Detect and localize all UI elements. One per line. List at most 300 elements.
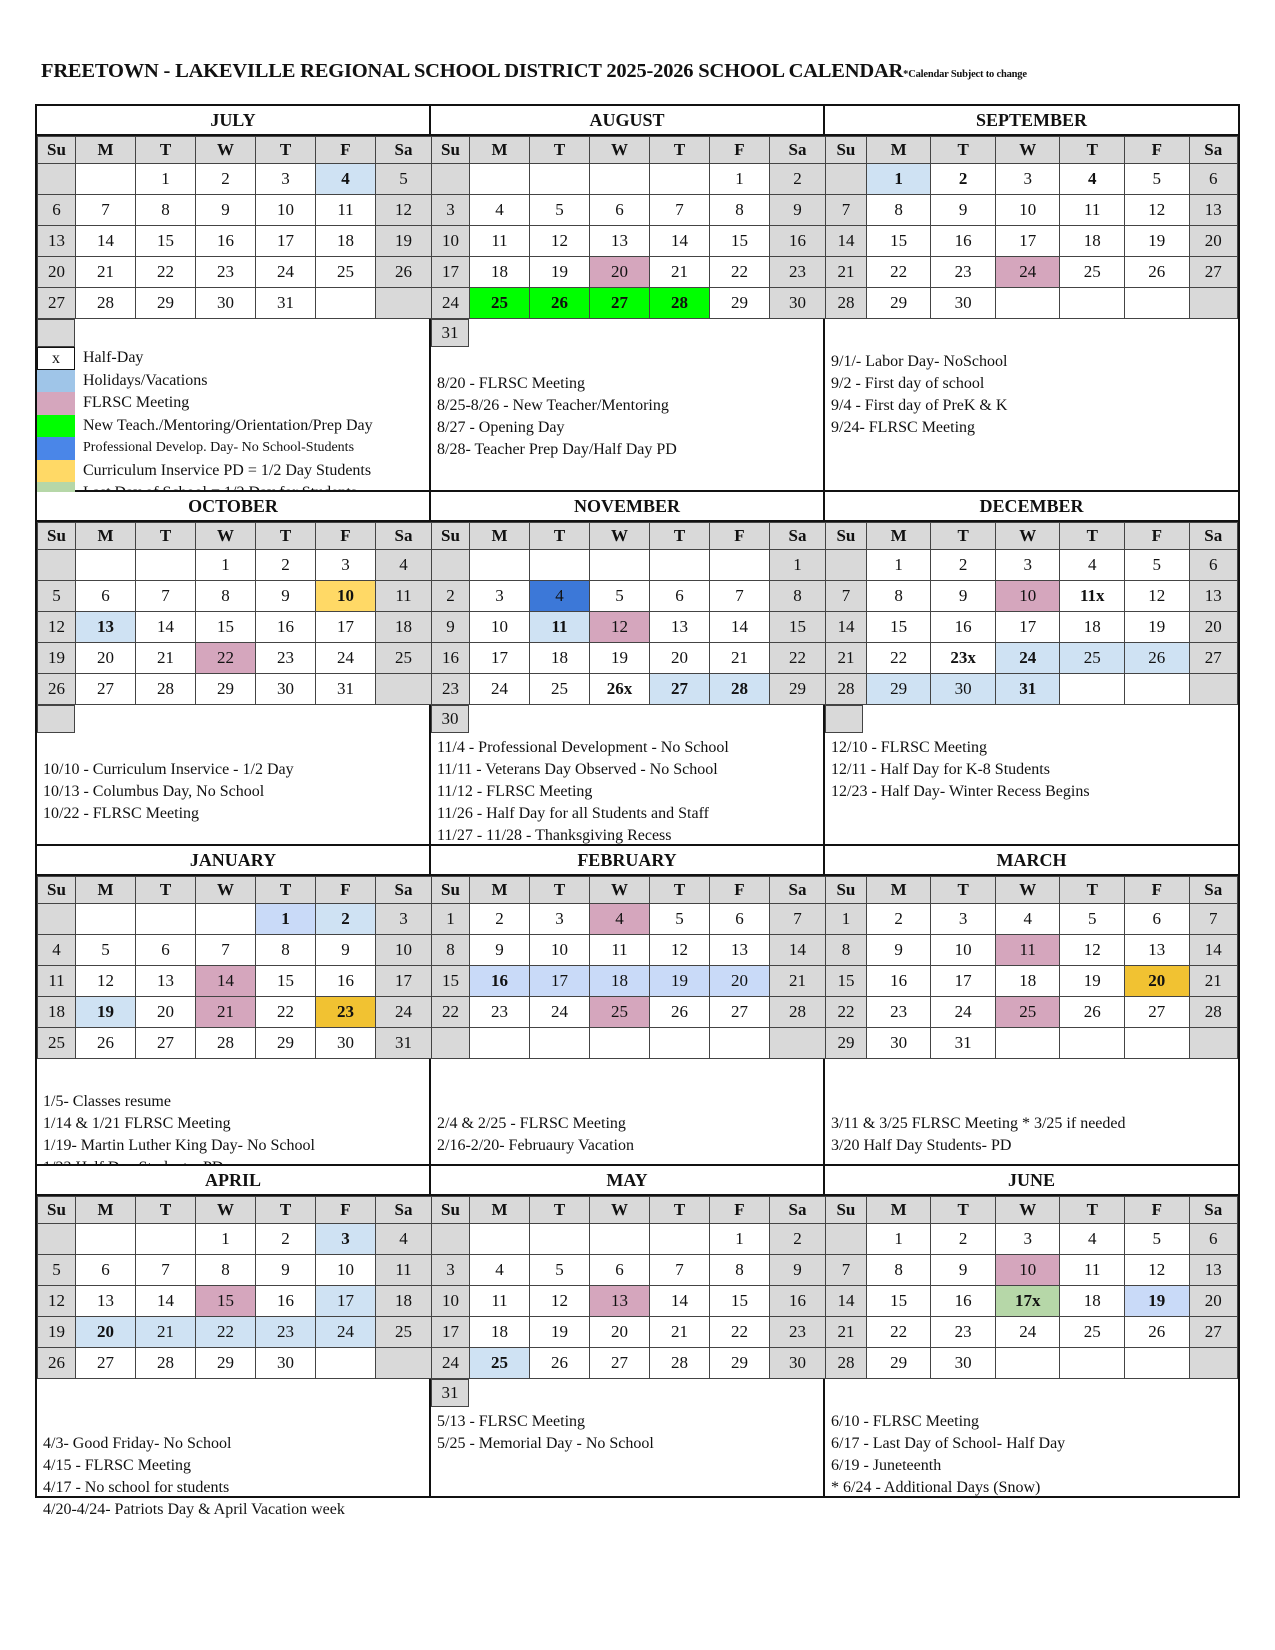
day-cell: 13 (1189, 581, 1237, 612)
day-cell: 16 (931, 612, 996, 643)
extra-week-row (431, 319, 823, 347)
day-cell: 23 (196, 257, 256, 288)
empty-day-cell (1189, 1028, 1237, 1059)
extra-week-row (37, 1379, 429, 1407)
weekday-header: T (931, 137, 996, 164)
day-cell: 13 (76, 612, 136, 643)
day-cell: 10 (432, 226, 470, 257)
day-cell: 11 (1060, 1255, 1125, 1286)
day-cell: 15 (770, 612, 826, 643)
month-february (431, 846, 825, 1164)
day-cell: 28 (196, 1028, 256, 1059)
weekday-header: Su (826, 137, 867, 164)
legend-label: Half-Day (83, 349, 144, 366)
month-title: SEPTEMBER (825, 106, 1238, 136)
weekday-header: F (1125, 877, 1190, 904)
day-cell: 27 (710, 997, 770, 1028)
weekday-header: F (316, 1197, 376, 1224)
day-cell: 6 (650, 581, 710, 612)
day-cell: 10 (470, 612, 530, 643)
legend-label: Professional Develop. Day- No School-Students (83, 440, 355, 455)
legend-item (37, 437, 429, 460)
day-cell: 23 (316, 997, 376, 1028)
day-cell: 31 (256, 288, 316, 319)
weekday-header: M (866, 1197, 931, 1224)
weekday-header: F (710, 523, 770, 550)
month-row (37, 846, 1238, 1166)
day-cell: 16 (256, 1286, 316, 1317)
day-cell: 18 (995, 966, 1060, 997)
weekday-header: Sa (1189, 137, 1237, 164)
day-cell: 18 (316, 226, 376, 257)
empty-day-cell (710, 550, 770, 581)
day-cell: 23 (931, 1317, 996, 1348)
day-cell: 20 (650, 643, 710, 674)
note-line: 9/4 - First day of PreK & K (831, 397, 1008, 414)
month-title: JULY (37, 106, 429, 136)
day-cell: 3 (995, 1224, 1060, 1255)
day-cell: 20 (590, 1317, 650, 1348)
legend-item (37, 460, 429, 483)
day-cell: 8 (432, 935, 470, 966)
day-cell: 30 (196, 288, 256, 319)
day-cell: 13 (76, 1286, 136, 1317)
day-cell: 3 (432, 1255, 470, 1286)
empty-day-cell (432, 164, 470, 195)
day-cell: 15 (256, 966, 316, 997)
note-line: 12/23 - Half Day- Winter Recess Begins (831, 783, 1090, 800)
day-cell: 1 (196, 1224, 256, 1255)
day-cell: 12 (590, 612, 650, 643)
empty-day-cell (1060, 674, 1125, 705)
empty-day-cell (826, 550, 867, 581)
day-cell: 23 (256, 1317, 316, 1348)
day-cell: 1 (432, 904, 470, 935)
day-cell: 25 (995, 997, 1060, 1028)
day-cell: 15 (710, 226, 770, 257)
empty-day-cell (432, 550, 470, 581)
day-cell: 19 (1125, 226, 1190, 257)
weekday-header: T (931, 877, 996, 904)
month-row (37, 1166, 1238, 1518)
day-cell: 24 (316, 1317, 376, 1348)
empty-day-cell (136, 1224, 196, 1255)
day-cell: 22 (196, 643, 256, 674)
day-cell: 24 (432, 1348, 470, 1379)
day-cell: 27 (38, 288, 76, 319)
day-cell: 25 (38, 1028, 76, 1059)
weekday-header: T (136, 877, 196, 904)
month-notes (431, 1407, 823, 1459)
empty-day-cell (136, 550, 196, 581)
day-cell: 5 (76, 935, 136, 966)
note-line: 6/19 - Juneteenth (831, 1457, 942, 1474)
day-cell: 8 (256, 935, 316, 966)
day-cell: 5 (590, 581, 650, 612)
weekday-header: T (256, 877, 316, 904)
empty-day-cell (136, 904, 196, 935)
day-cell: 18 (376, 612, 432, 643)
day-cell: 3 (470, 581, 530, 612)
weekday-header: M (470, 877, 530, 904)
day-cell: 17 (376, 966, 432, 997)
month-notes (37, 1407, 429, 1525)
day-cell: 12 (1125, 1255, 1190, 1286)
day-cell: 4 (316, 164, 376, 195)
day-cell: 6 (38, 195, 76, 226)
weekday-header: W (590, 1197, 650, 1224)
note-line: 2/4 & 2/25 - FLRSC Meeting (437, 1115, 626, 1132)
day-cell: 30 (866, 1028, 931, 1059)
day-cell: 4 (1060, 1224, 1125, 1255)
day-cell: 14 (136, 612, 196, 643)
day-cell: 1 (866, 1224, 931, 1255)
weekday-header: Su (826, 877, 867, 904)
day-cell: 5 (38, 581, 76, 612)
day-cell: 20 (1125, 966, 1190, 997)
day-cell: 22 (866, 257, 931, 288)
day-cell: 9 (316, 935, 376, 966)
day-cell: 31 (316, 674, 376, 705)
weekday-header: T (136, 523, 196, 550)
day-cell: 21 (196, 997, 256, 1028)
empty-day-cell (76, 1224, 136, 1255)
day-cell: 18 (38, 997, 76, 1028)
day-cell: 25 (1060, 1317, 1125, 1348)
day-cell: 7 (650, 1255, 710, 1286)
day-cell: 13 (38, 226, 76, 257)
empty-day-cell (590, 550, 650, 581)
day-cell: 8 (826, 935, 867, 966)
note-line: 5/25 - Memorial Day - No School (437, 1435, 654, 1452)
empty-day-cell (316, 1348, 376, 1379)
weekday-header: W (995, 1197, 1060, 1224)
empty-day-cell (432, 1028, 470, 1059)
day-cell: 5 (650, 904, 710, 935)
day-cell: 14 (770, 935, 826, 966)
empty-day-cell (376, 674, 432, 705)
day-cell: 30 (931, 1348, 996, 1379)
extra-sunday-cell (37, 319, 75, 347)
empty-day-cell (590, 1224, 650, 1255)
empty-day-cell (76, 904, 136, 935)
day-cell: 27 (590, 288, 650, 319)
day-cell: 6 (136, 935, 196, 966)
note-line: 9/24- FLRSC Meeting (831, 419, 976, 436)
day-cell: 27 (1189, 1317, 1237, 1348)
empty-day-cell (530, 1224, 590, 1255)
extra-week-row (37, 1059, 429, 1087)
day-cell: 16 (931, 226, 996, 257)
weekday-header: Su (826, 1197, 867, 1224)
day-cell: 5 (1060, 904, 1125, 935)
day-cell: 20 (1189, 226, 1237, 257)
day-cell: 6 (590, 195, 650, 226)
day-cell: 26x (590, 674, 650, 705)
empty-day-cell (995, 1028, 1060, 1059)
day-cell: 27 (1125, 997, 1190, 1028)
legend-label: Curriculum Inservice PD = 1/2 Day Students (83, 461, 372, 479)
month-table (37, 1196, 432, 1379)
day-cell: 14 (76, 226, 136, 257)
day-cell: 1 (770, 550, 826, 581)
day-cell: 16 (931, 1286, 996, 1317)
day-cell: 24 (256, 257, 316, 288)
day-cell: 29 (866, 674, 931, 705)
day-cell: 26 (530, 288, 590, 319)
day-cell: 10 (432, 1286, 470, 1317)
weekday-header: T (650, 523, 710, 550)
empty-day-cell (1060, 1348, 1125, 1379)
day-cell: 22 (866, 1317, 931, 1348)
extra-week-row (825, 1059, 1238, 1087)
empty-day-cell (38, 550, 76, 581)
weekday-header: M (76, 137, 136, 164)
weekday-header: F (316, 523, 376, 550)
weekday-header: Su (432, 523, 470, 550)
day-cell: 15 (196, 612, 256, 643)
day-cell: 26 (1125, 1317, 1190, 1348)
empty-day-cell (1060, 288, 1125, 319)
day-cell: 19 (376, 226, 432, 257)
month-march (825, 846, 1238, 1164)
empty-day-cell (196, 904, 256, 935)
day-cell: 1 (256, 904, 316, 935)
day-cell: 26 (76, 1028, 136, 1059)
day-cell: 28 (1189, 997, 1237, 1028)
day-cell: 29 (826, 1028, 867, 1059)
day-cell: 2 (470, 904, 530, 935)
day-cell: 13 (590, 226, 650, 257)
day-cell: 24 (432, 288, 470, 319)
month-table (825, 876, 1238, 1059)
note-line: 3/20 Half Day Students- PD (831, 1137, 1012, 1154)
day-cell: 11 (590, 935, 650, 966)
day-cell: 13 (1189, 1255, 1237, 1286)
month-april (37, 1166, 431, 1518)
month-table (431, 1196, 826, 1379)
day-cell: 15 (196, 1286, 256, 1317)
month-notes (431, 733, 823, 851)
extra-sunday-cell: 31 (431, 319, 469, 347)
weekday-header: W (590, 137, 650, 164)
legend-swatch (37, 460, 75, 483)
month-july (37, 106, 431, 490)
extra-sunday-cell (37, 705, 75, 733)
day-cell: 11x (1060, 581, 1125, 612)
day-cell: 29 (866, 1348, 931, 1379)
day-cell: 17 (470, 643, 530, 674)
weekday-header: Sa (1189, 523, 1237, 550)
day-cell: 4 (1060, 550, 1125, 581)
legend-swatch (37, 392, 75, 415)
day-cell: 20 (38, 257, 76, 288)
day-cell: 10 (316, 1255, 376, 1286)
day-cell: 14 (826, 226, 867, 257)
day-cell: 13 (1189, 195, 1237, 226)
weekday-header: T (1060, 137, 1125, 164)
day-cell: 2 (770, 164, 826, 195)
day-cell: 23 (470, 997, 530, 1028)
day-cell: 9 (432, 612, 470, 643)
day-cell: 1 (710, 164, 770, 195)
weekday-header: W (196, 137, 256, 164)
day-cell: 17 (931, 966, 996, 997)
day-cell: 25 (316, 257, 376, 288)
day-cell: 22 (136, 257, 196, 288)
weekday-header: W (196, 523, 256, 550)
day-cell: 24 (376, 997, 432, 1028)
day-cell: 19 (1125, 1286, 1190, 1317)
day-cell: 12 (376, 195, 432, 226)
weekday-header: T (256, 523, 316, 550)
day-cell: 16 (470, 966, 530, 997)
day-cell: 4 (590, 904, 650, 935)
day-cell: 8 (136, 195, 196, 226)
day-cell: 23 (866, 997, 931, 1028)
day-cell: 16 (866, 966, 931, 997)
month-table (37, 522, 432, 705)
day-cell: 26 (1125, 643, 1190, 674)
month-table (825, 522, 1238, 705)
day-cell: 1 (196, 550, 256, 581)
day-cell: 8 (770, 581, 826, 612)
day-cell: 2 (256, 550, 316, 581)
day-cell: 3 (316, 1224, 376, 1255)
day-cell: 27 (1189, 643, 1237, 674)
day-cell: 10 (995, 1255, 1060, 1286)
day-cell: 30 (770, 288, 826, 319)
day-cell: 22 (826, 997, 867, 1028)
day-cell: 14 (710, 612, 770, 643)
day-cell: 24 (530, 997, 590, 1028)
day-cell: 19 (530, 1317, 590, 1348)
day-cell: 26 (530, 1348, 590, 1379)
extra-sunday-cell: 31 (431, 1379, 469, 1407)
day-cell: 30 (931, 288, 996, 319)
empty-day-cell (826, 164, 867, 195)
empty-day-cell (316, 288, 376, 319)
day-cell: 28 (826, 674, 867, 705)
day-cell: 1 (826, 904, 867, 935)
day-cell: 21 (650, 257, 710, 288)
day-cell: 24 (470, 674, 530, 705)
day-cell: 15 (866, 1286, 931, 1317)
day-cell: 21 (826, 257, 867, 288)
empty-day-cell (38, 164, 76, 195)
note-line: 4/3- Good Friday- No School (43, 1435, 232, 1452)
note-line: 4/17 - No school for students (43, 1479, 230, 1496)
day-cell: 2 (931, 164, 996, 195)
day-cell: 16 (196, 226, 256, 257)
day-cell: 11 (470, 1286, 530, 1317)
day-cell: 30 (931, 674, 996, 705)
day-cell: 5 (1125, 550, 1190, 581)
day-cell: 21 (826, 643, 867, 674)
empty-day-cell (38, 904, 76, 935)
note-line: 1/14 & 1/21 FLRSC Meeting (43, 1115, 231, 1132)
day-cell: 24 (316, 643, 376, 674)
empty-day-cell (530, 164, 590, 195)
day-cell: 19 (530, 257, 590, 288)
day-cell: 3 (256, 164, 316, 195)
day-cell: 30 (770, 1348, 826, 1379)
weekday-header: Su (432, 877, 470, 904)
weekday-header: F (1125, 1197, 1190, 1224)
empty-day-cell (590, 1028, 650, 1059)
day-cell: 24 (931, 997, 996, 1028)
day-cell: 3 (376, 904, 432, 935)
day-cell: 29 (196, 674, 256, 705)
weekday-header: F (1125, 137, 1190, 164)
day-cell: 3 (432, 195, 470, 226)
day-cell: 28 (136, 1348, 196, 1379)
day-cell: 17 (995, 226, 1060, 257)
empty-day-cell (470, 164, 530, 195)
weekday-header: M (470, 523, 530, 550)
weekday-header: M (76, 1197, 136, 1224)
empty-day-cell (650, 550, 710, 581)
note-line: 6/17 - Last Day of School- Half Day (831, 1435, 1066, 1452)
month-notes (825, 1407, 1238, 1503)
empty-day-cell (530, 1028, 590, 1059)
extra-sunday-cell: 30 (431, 705, 469, 733)
empty-day-cell (1189, 1348, 1237, 1379)
day-cell: 9 (931, 581, 996, 612)
month-notes (37, 733, 429, 829)
empty-day-cell (826, 1224, 867, 1255)
month-january (37, 846, 431, 1164)
weekday-header: W (995, 523, 1060, 550)
day-cell: 3 (530, 904, 590, 935)
day-cell: 3 (316, 550, 376, 581)
empty-day-cell (432, 1224, 470, 1255)
day-cell: 7 (826, 581, 867, 612)
day-cell: 20 (76, 643, 136, 674)
weekday-header: W (995, 137, 1060, 164)
day-cell: 11 (1060, 195, 1125, 226)
day-cell: 6 (1189, 164, 1237, 195)
empty-day-cell (770, 1028, 826, 1059)
day-cell: 5 (530, 1255, 590, 1286)
day-cell: 14 (650, 1286, 710, 1317)
month-table (37, 136, 432, 319)
weekday-header: Sa (770, 877, 826, 904)
day-cell: 9 (770, 195, 826, 226)
title-note: *Calendar Subject to change (903, 69, 1027, 80)
weekday-header: Su (38, 137, 76, 164)
weekday-header: T (530, 137, 590, 164)
weekday-header: T (530, 523, 590, 550)
extra-week-row (431, 1379, 823, 1407)
empty-day-cell (1189, 288, 1237, 319)
day-cell: 5 (1125, 164, 1190, 195)
day-cell: 11 (530, 612, 590, 643)
note-line: 1/5- Classes resume (43, 1093, 171, 1110)
day-cell: 12 (1125, 195, 1190, 226)
day-cell: 2 (931, 550, 996, 581)
day-cell: 1 (866, 164, 931, 195)
day-cell: 28 (136, 674, 196, 705)
day-cell: 4 (995, 904, 1060, 935)
weekday-header: T (650, 1197, 710, 1224)
weekday-header: W (196, 877, 256, 904)
month-june (825, 1166, 1238, 1496)
day-cell: 16 (770, 226, 826, 257)
day-cell: 14 (136, 1286, 196, 1317)
legend-swatch (37, 370, 75, 393)
weekday-header: M (866, 523, 931, 550)
